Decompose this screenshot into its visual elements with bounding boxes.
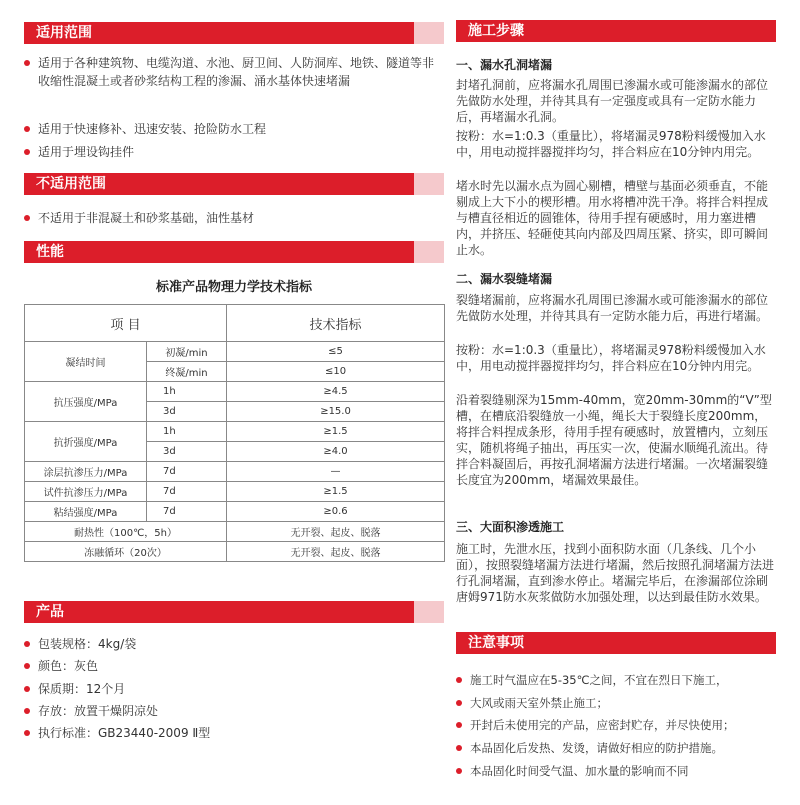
step2-para-2: 按粉：水=1:0.3（重量比），将堵漏灵978粉料缓慢加入水中，用电动搅拌器搅拌均匀，拌合料应在10分钟内用完。 xyxy=(456,343,766,373)
scope-item-3: 适用于埋设钩挂件 xyxy=(38,145,135,159)
not-item-1: 不适用于非混凝土和砂浆基础，油性基材 xyxy=(38,211,255,225)
bullet-icon xyxy=(456,768,462,774)
bond-value: ≥0.6 xyxy=(227,502,445,522)
flex-1h-value: ≥1.5 xyxy=(227,422,445,442)
spec-table xyxy=(24,304,445,562)
list-item xyxy=(24,143,444,161)
step1-para-2: 按粉：水=1:0.3（重量比），将堵漏灵978粉料缓慢加入水中，用电动搅拌器搅拌均匀，拌合料应在10分钟内用完。 xyxy=(456,129,766,159)
list-item xyxy=(24,680,444,698)
flexural-label: 抗折强度/MPa xyxy=(25,422,147,462)
bullet-icon xyxy=(24,149,30,155)
sample-time: 7d xyxy=(147,482,227,502)
steps-header: 施工步骤 xyxy=(456,20,776,42)
step2-para-3: 沿着裂缝剔深为15mm-40mm，宽20mm-30mm的“V”型槽，在槽底沿裂缝放一小绳，绳长大于裂缝长度200mm，将拌合料捏成条形，待用手捏有硬感时，放置槽内，立刻压实，随机将绳子抽出，再压实一次，使漏水顺绳孔流出。待拌合料凝固后，再按孔洞堵漏方法进行堵漏。一次堵漏裂缝长度宜为200mm，堵漏效果最佳。 xyxy=(456,393,772,487)
sample-label: 试件抗渗压力/MPa xyxy=(25,482,147,502)
scope-header: 适用范围 xyxy=(24,22,444,44)
flex-1h-label: 1h xyxy=(147,422,227,442)
coating-value: — xyxy=(227,462,445,482)
bullet-icon xyxy=(456,677,462,683)
list-item xyxy=(456,739,796,757)
note-item-1: 施工时气温应在5-35℃之间，不宜在烈日下施工， xyxy=(470,673,728,687)
step3-para-1: 施工时，先泄水压，找到小面积防水面（几条线、几个小面），按照裂缝堵漏方法进行堵漏，然后按照孔洞堵漏方法进行孔洞堵漏，直到渗水停止。堵漏完毕后，在渗漏部位涂刷唐姆971防水灰浆做防水加强处理，以达到最佳防水效果。 xyxy=(456,542,775,604)
coating-label: 涂层抗渗压力/MPa xyxy=(25,462,147,482)
final-label: 终凝/min xyxy=(147,362,227,382)
list-item xyxy=(456,716,796,734)
bond-label: 粘结强度/MPa xyxy=(25,502,147,522)
list-item xyxy=(456,671,796,689)
bullet-icon xyxy=(24,60,30,66)
note-item-4: 本品固化后发热、发烫，请做好相应的防护措施。 xyxy=(470,741,723,755)
comp-1h-value: ≥4.5 xyxy=(227,382,445,402)
list-item xyxy=(24,635,444,653)
heat-label: 耐热性（100℃，5h） xyxy=(25,522,227,542)
list-item xyxy=(456,694,796,712)
head-index: 技术指标 xyxy=(227,305,445,342)
comp-3d-label: 3d xyxy=(147,402,227,422)
note-item-3: 开封后未使用完的产品，应密封贮存，并尽快使用； xyxy=(470,718,735,732)
table-title: 标准产品物理力学技术指标 xyxy=(155,280,312,295)
heat-value: 无开裂、起皮、脱落 xyxy=(227,522,445,542)
list-item xyxy=(24,724,444,742)
step2-para-1: 裂缝堵漏前，应将漏水孔周围已渗漏水或可能渗漏水的部位先做防水处理，并待其具有一定防水能力后，再进行堵漏。 xyxy=(456,293,769,323)
sample-value: ≥1.5 xyxy=(227,482,445,502)
bullet-icon xyxy=(24,730,30,736)
bullet-icon xyxy=(24,641,30,647)
table-row xyxy=(25,422,445,442)
step1-para-3: 堵水时先以漏水点为圆心剔槽，槽壁与基面必须垂直，不能剔成上大下小的楔形槽。用水将槽冲洗干净。将拌合料捏成与槽直径相近的圆锥体，待用手捏有硬感时，用力塞进槽内，并挤压、轻砸使其向内部及四周压紧、挤实，即可瞬间止水。 xyxy=(456,179,769,257)
table-row xyxy=(25,462,445,482)
bullet-icon xyxy=(24,126,30,132)
not-applicable-header: 不适用范围 xyxy=(24,173,444,195)
bullet-icon xyxy=(456,745,462,751)
list-item xyxy=(24,657,444,675)
list-item xyxy=(24,120,444,138)
product-item-1: 包装规格：4kg/袋 xyxy=(38,637,137,651)
step3-title: 三、大面积渗透施工 xyxy=(456,520,565,534)
product-item-4: 存放：放置干燥阴凉处 xyxy=(38,704,159,718)
step2-title: 二、漏水裂缝堵漏 xyxy=(456,272,553,286)
step1-para-1: 封堵孔洞前，应将漏水孔周围已渗漏水或可能渗漏水的部位先做防水处理，并待其具有一定强度或具有一定防水能力后，再堵漏水孔洞。 xyxy=(456,78,769,124)
table-row xyxy=(25,342,445,362)
table-row xyxy=(25,305,445,342)
freeze-value: 无开裂、起皮、脱落 xyxy=(227,542,445,562)
table-row xyxy=(25,482,445,502)
product-header: 产品 xyxy=(24,601,444,623)
scope-item-2: 适用于快速修补、迅速安装、抢险防水工程 xyxy=(38,122,267,136)
list-item xyxy=(24,702,444,720)
comp-3d-value: ≥15.0 xyxy=(227,402,445,422)
list-item xyxy=(24,209,444,227)
head-item: 项 目 xyxy=(25,305,227,342)
note-item-2: 大风或雨天室外禁止施工； xyxy=(470,696,608,710)
list-item xyxy=(456,762,796,780)
table-row xyxy=(25,542,445,562)
bullet-icon xyxy=(24,686,30,692)
freeze-label: 冻融循环（20次） xyxy=(25,542,227,562)
step1-title: 一、漏水孔洞堵漏 xyxy=(456,58,553,72)
product-item-5: 执行标准：GB23440-2009 Ⅱ型 xyxy=(38,726,211,740)
comp-1h-label: 1h xyxy=(147,382,227,402)
bullet-icon xyxy=(24,663,30,669)
table-row xyxy=(25,382,445,402)
product-item-2: 颜色：灰色 xyxy=(38,659,99,673)
bullet-icon xyxy=(24,708,30,714)
performance-header: 性能 xyxy=(24,241,444,263)
flex-3d-label: 3d xyxy=(147,442,227,462)
notes-header: 注意事项 xyxy=(456,632,776,654)
coating-time: 7d xyxy=(147,462,227,482)
initial-value: ≤5 xyxy=(227,342,445,362)
list-item xyxy=(24,54,444,90)
scope-item-1: 适用于各种建筑物、电缆沟道、水池、厨卫间、人防洞库、地铁、隧道等非收缩性混凝土或者砂浆结构工程的渗漏、涌水基体快速堵漏 xyxy=(38,56,435,88)
bullet-icon xyxy=(24,215,30,221)
note-item-5: 本品固化时间受气温、加水量的影响而不同 xyxy=(470,764,689,778)
bullet-icon xyxy=(456,700,462,706)
table-row xyxy=(25,502,445,522)
flex-3d-value: ≥4.0 xyxy=(227,442,445,462)
compressive-label: 抗压强度/MPa xyxy=(25,382,147,422)
setting-time-label: 凝结时间 xyxy=(25,342,147,382)
table-row xyxy=(25,522,445,542)
final-value: ≤10 xyxy=(227,362,445,382)
initial-label: 初凝/min xyxy=(147,342,227,362)
bullet-icon xyxy=(456,722,462,728)
product-item-3: 保质期：12个月 xyxy=(38,682,126,696)
bond-time: 7d xyxy=(147,502,227,522)
